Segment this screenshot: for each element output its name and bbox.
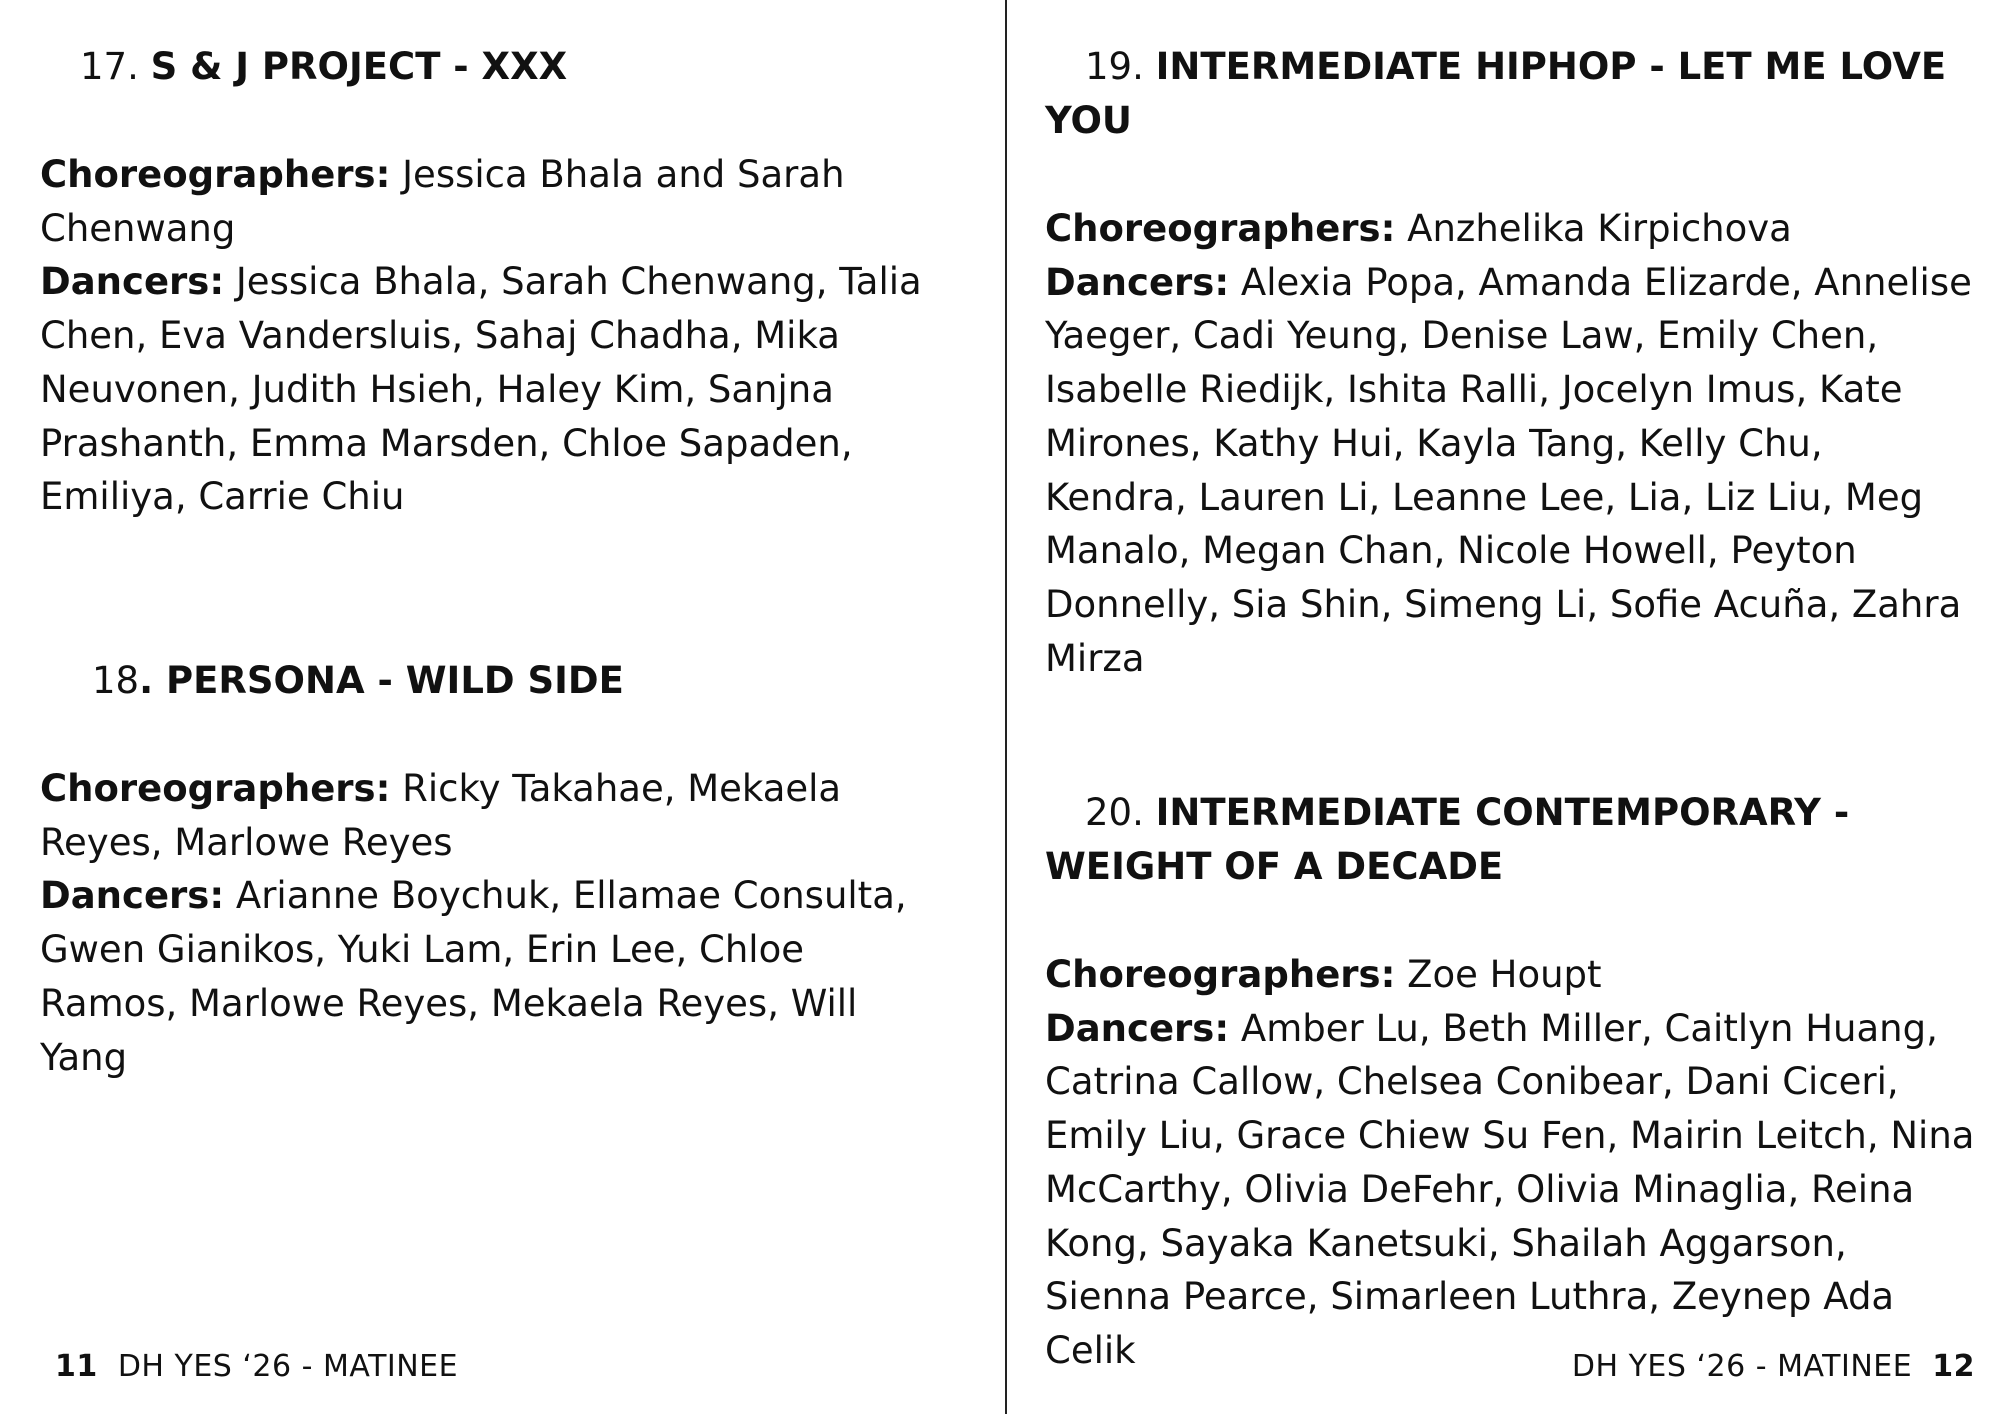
choreographers-names: Zoe Houpt <box>1407 953 1602 996</box>
choreographers-label: Choreographers: <box>40 153 391 196</box>
item-name: . PERSONA - WILD SIDE <box>139 659 624 702</box>
choreographers-label: Choreographers: <box>40 767 391 810</box>
left-page <box>40 40 940 524</box>
item-title <box>1045 40 1975 148</box>
dancers-line <box>40 255 940 524</box>
program-item-19 <box>1045 40 1975 685</box>
item-number: 18 <box>92 659 140 702</box>
dancers-label: Dancers: <box>1045 1006 1230 1050</box>
choreographers-line <box>1045 202 1975 256</box>
item-title <box>40 654 940 708</box>
footer-text: DH YES ‘26 - MATINEE <box>117 1349 459 1384</box>
dancers-line <box>1045 1002 1975 1378</box>
choreographers-line <box>40 148 940 255</box>
dancers-label: Dancers: <box>40 874 225 918</box>
item-title <box>40 40 940 94</box>
choreographers-label: Choreographers: <box>1045 207 1396 250</box>
choreographers-names: Jessica Bhala and Sarah Chenwang <box>40 153 845 250</box>
footer-right <box>1572 1349 1975 1385</box>
dancers-names: Arianne Boychuk, Ellamae Consulta, Gwen Gianikos, Yuki Lam, Erin Lee, Chloe Ramos, Marlowe Reyes, Mekaela Reyes, Will Yang <box>40 874 907 1079</box>
dancers-label: Dancers: <box>1045 260 1230 304</box>
item-number: 17. <box>80 45 139 88</box>
choreographers-line <box>1045 948 1975 1002</box>
dancers-names: Amber Lu, Beth Miller, Caitlyn Huang, Catrina Callow, Chelsea Conibear, Dani Ciceri, Emily Liu, Grace Chiew Su Fen, Mairin Leitch, Nina McCarthy, Olivia DeFehr, Olivia Minaglia, Reina Kong, Sayaka Kanetsuki, Shailah Aggarson, Sienna Pearce, Simarleen Luthra, Zeynep Ada Celik <box>1045 1006 1975 1372</box>
item-number: 20. <box>1085 791 1144 834</box>
footer-text: DH YES ‘26 - MATINEE <box>1571 1349 1913 1384</box>
item-name: INTERMEDIATE CONTEMPORARY - WEIGHT OF A DECADE <box>1045 791 1850 888</box>
page-number: 11 <box>55 1349 98 1384</box>
footer-left <box>55 1349 458 1385</box>
dancers-line <box>1045 256 1975 686</box>
program-item-20 <box>1045 786 1975 1378</box>
program-item-17 <box>40 40 940 524</box>
program-item-18 <box>40 654 940 1084</box>
item-name: INTERMEDIATE HIPHOP - LET ME LOVE YOU <box>1045 45 1947 142</box>
choreographers-line <box>40 762 940 869</box>
item-number: 19. <box>1085 45 1144 88</box>
page-divider <box>1005 0 1007 1414</box>
item-name: S & J PROJECT - XXX <box>150 45 568 88</box>
dancers-names: Alexia Popa, Amanda Elizarde, Annelise Yaeger, Cadi Yeung, Denise Law, Emily Chen, Isabelle Riedijk, Ishita Ralli, Jocelyn Imus, Kate Mirones, Kathy Hui, Kayla Tang, Kelly Chu, Kendra, Lauren Li, Leanne Lee, Lia, Liz Liu, Meg Manalo, Megan Chan, Nicole Howell, Peyton Donnelly, Sia Shin, Simeng Li, Sofie Acuña, Zahra Mirza <box>1045 260 1972 680</box>
item-title <box>1045 786 1975 894</box>
dancers-line <box>40 869 940 1084</box>
choreographers-names: Ricky Takahae, Mekaela Reyes, Marlowe Reyes <box>40 767 842 864</box>
right-page <box>1045 40 1975 685</box>
dancers-names: Jessica Bhala, Sarah Chenwang, Talia Chen, Eva Vandersluis, Sahaj Chadha, Mika Neuvonen, Judith Hsieh, Haley Kim, Sanjna Prashanth, Emma Marsden, Chloe Sapaden, Emiliya, Carrie Chiu <box>40 260 922 519</box>
dancers-label: Dancers: <box>40 260 225 304</box>
choreographers-label: Choreographers: <box>1045 953 1396 996</box>
page-number: 12 <box>1932 1349 1975 1384</box>
choreographers-names: Anzhelika Kirpichova <box>1407 207 1792 250</box>
